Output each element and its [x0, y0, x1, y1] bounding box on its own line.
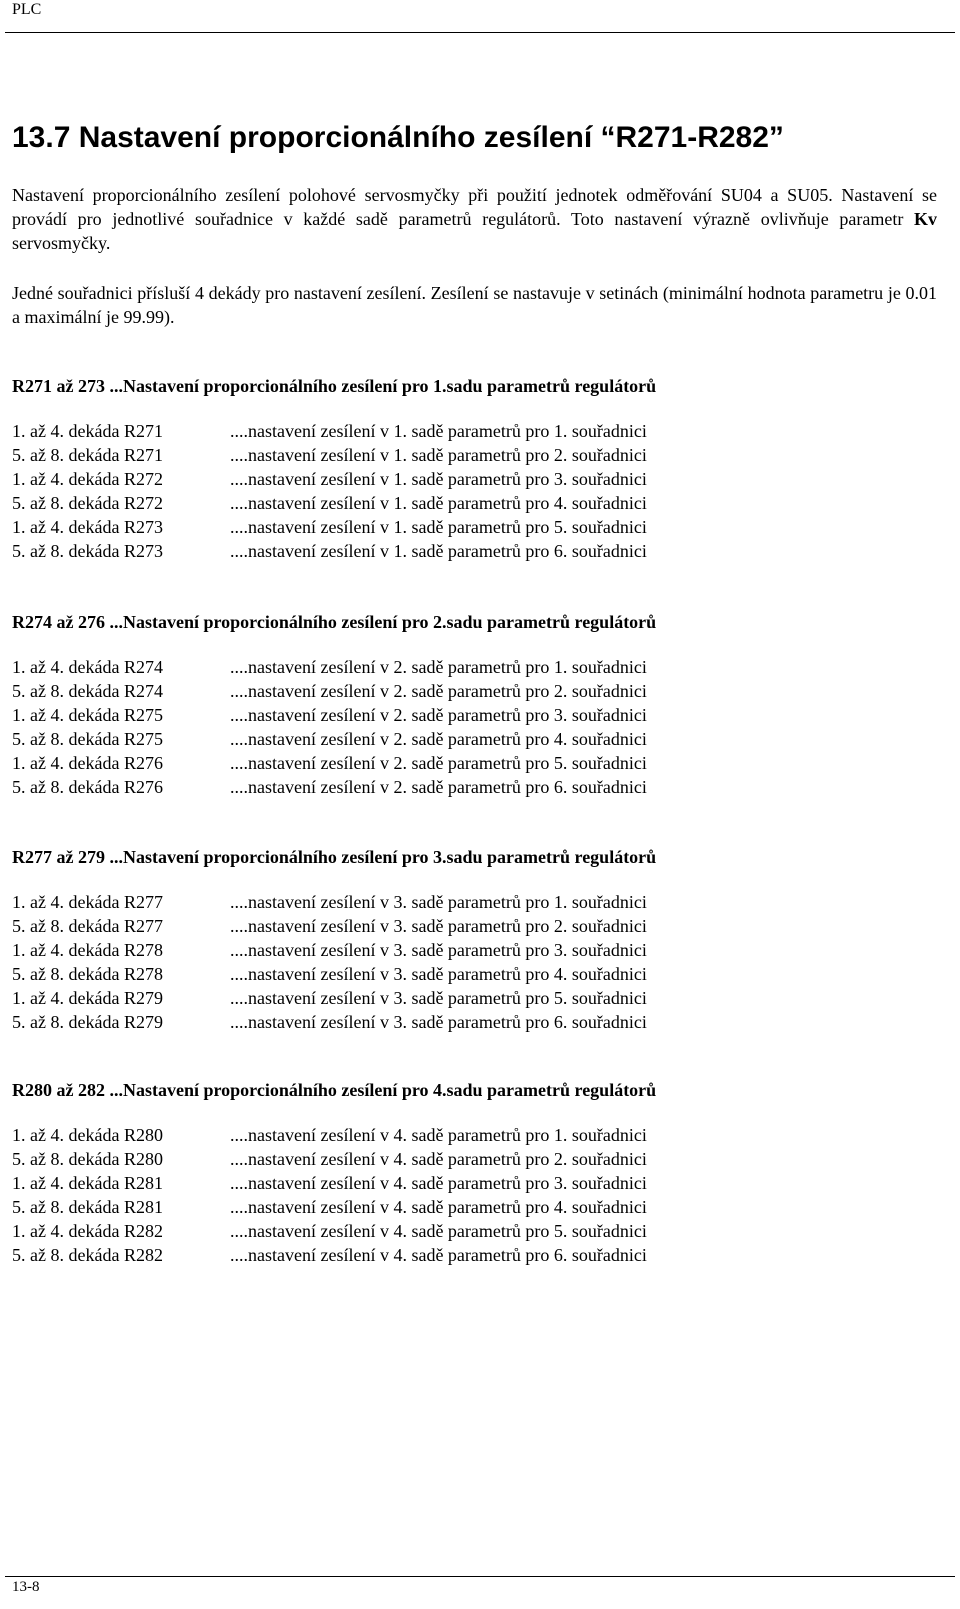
register-description: ....nastavení zesílení v 4. sadě parametrů pro 4. souřadnici	[230, 1197, 647, 1217]
register-description: ....nastavení zesílení v 3. sadě parametrů pro 1. souřadnici	[230, 892, 647, 912]
register-row	[12, 890, 912, 914]
register-description: ....nastavení zesílení v 4. sadě parametrů pro 6. souřadnici	[230, 1245, 647, 1265]
register-decade: 5. až 8. dekáda R282	[12, 1245, 163, 1265]
register-decade: 5. až 8. dekáda R280	[12, 1149, 163, 1169]
register-row	[12, 914, 912, 938]
register-list	[12, 1123, 912, 1267]
register-decade: 5. až 8. dekáda R275	[12, 729, 163, 749]
register-decade: 1. až 4. dekáda R281	[12, 1173, 163, 1193]
register-row	[12, 467, 912, 491]
register-row	[12, 727, 912, 751]
register-row	[12, 655, 912, 679]
register-decade: 5. až 8. dekáda R273	[12, 541, 163, 561]
register-decade: 1. až 4. dekáda R277	[12, 892, 163, 912]
register-section-set-1	[12, 374, 912, 563]
register-decade: 1. až 4. dekáda R282	[12, 1221, 163, 1241]
register-row	[12, 938, 912, 962]
register-decade: 5. až 8. dekáda R279	[12, 1012, 163, 1032]
register-description: ....nastavení zesílení v 4. sadě parametrů pro 3. souřadnici	[230, 1173, 647, 1193]
register-decade: 1. až 4. dekáda R280	[12, 1125, 163, 1145]
header-divider	[5, 32, 955, 33]
register-decade: 5. až 8. dekáda R276	[12, 777, 163, 797]
section-title: R271 až 273 ...Nastavení proporcionálního zesílení pro 1.sadu parametrů regulátorů	[12, 376, 657, 396]
register-description: ....nastavení zesílení v 2. sadě parametrů pro 3. souřadnici	[230, 705, 647, 725]
register-decade: 5. až 8. dekáda R272	[12, 493, 163, 513]
register-row	[12, 515, 912, 539]
footer-divider	[5, 1576, 955, 1577]
register-section-set-4	[12, 1078, 912, 1267]
register-row	[12, 1123, 912, 1147]
register-description: ....nastavení zesílení v 1. sadě parametrů pro 5. souřadnici	[230, 517, 647, 537]
register-decade: 5. až 8. dekáda R274	[12, 681, 163, 701]
intro-paragraph	[12, 183, 937, 255]
register-list	[12, 655, 912, 799]
register-description: ....nastavení zesílení v 2. sadě parametrů pro 4. souřadnici	[230, 729, 647, 749]
register-decade: 1. až 4. dekáda R273	[12, 517, 163, 537]
register-decade: 1. až 4. dekáda R275	[12, 705, 163, 725]
register-description: ....nastavení zesílení v 2. sadě parametrů pro 6. souřadnici	[230, 777, 647, 797]
register-list	[12, 890, 912, 1034]
intro-text-start: Nastavení proporcionálního zesílení polohové servosmyčky při použití jednotek odměřování SU04 a SU05. Nastavení se provádí pro jednotlivé souřadnice v každé sadě parametrů regulátorů. Toto nastavení výrazně ovlivňuje parametr	[12, 185, 937, 229]
register-description: ....nastavení zesílení v 1. sadě parametrů pro 4. souřadnici	[230, 493, 647, 513]
register-description: ....nastavení zesílení v 1. sadě parametrů pro 1. souřadnici	[230, 421, 647, 441]
page-number: 13-8	[12, 1579, 40, 1595]
register-row	[12, 1147, 912, 1171]
register-decade: 1. až 4. dekáda R272	[12, 469, 163, 489]
register-description: ....nastavení zesílení v 3. sadě parametrů pro 2. souřadnici	[230, 916, 647, 936]
register-row	[12, 703, 912, 727]
register-description: ....nastavení zesílení v 2. sadě parametrů pro 5. souřadnici	[230, 753, 647, 773]
register-row	[12, 1243, 912, 1267]
register-description: ....nastavení zesílení v 3. sadě parametrů pro 4. souřadnici	[230, 964, 647, 984]
register-decade: 1. až 4. dekáda R276	[12, 753, 163, 773]
register-row	[12, 1171, 912, 1195]
intro-text-end: servosmyčky.	[12, 233, 111, 253]
register-row	[12, 679, 912, 703]
register-description: ....nastavení zesílení v 4. sadě parametrů pro 1. souřadnici	[230, 1125, 647, 1145]
register-row	[12, 1010, 912, 1034]
register-row	[12, 962, 912, 986]
register-description: ....nastavení zesílení v 2. sadě parametrů pro 1. souřadnici	[230, 657, 647, 677]
register-row	[12, 1219, 912, 1243]
register-row	[12, 986, 912, 1010]
register-row	[12, 751, 912, 775]
register-list	[12, 419, 912, 563]
register-row	[12, 443, 912, 467]
register-description: ....nastavení zesílení v 4. sadě parametrů pro 5. souřadnici	[230, 1221, 647, 1241]
section-title: R277 až 279 ...Nastavení proporcionálního zesílení pro 3.sadu parametrů regulátorů	[12, 847, 657, 867]
decades-paragraph: Jedné souřadnici přísluší 4 dekády pro nastavení zesílení. Zesílení se nastavuje v setinách (minimální hodnota parametru je 0.01 a maximální je 99.99).	[12, 283, 937, 327]
register-description: ....nastavení zesílení v 3. sadě parametrů pro 6. souřadnici	[230, 1012, 647, 1032]
register-decade: 1. až 4. dekáda R278	[12, 940, 163, 960]
register-decade: 5. až 8. dekáda R271	[12, 445, 163, 465]
register-description: ....nastavení zesílení v 4. sadě parametrů pro 2. souřadnici	[230, 1149, 647, 1169]
page-header-label: PLC	[12, 1, 42, 18]
register-decade: 1. až 4. dekáda R279	[12, 988, 163, 1008]
register-row	[12, 775, 912, 799]
register-row	[12, 419, 912, 443]
register-section-set-3	[12, 845, 912, 1034]
register-decade: 5. až 8. dekáda R281	[12, 1197, 163, 1217]
register-row	[12, 491, 912, 515]
section-title: R280 až 282 ...Nastavení proporcionálního zesílení pro 4.sadu parametrů regulátorů	[12, 1080, 657, 1100]
register-description: ....nastavení zesílení v 1. sadě parametrů pro 6. souřadnici	[230, 541, 647, 561]
register-decade: 1. až 4. dekáda R271	[12, 421, 163, 441]
kv-term: Kv	[913, 209, 937, 229]
register-description: ....nastavení zesílení v 1. sadě parametrů pro 3. souřadnici	[230, 469, 647, 489]
register-decade: 5. až 8. dekáda R278	[12, 964, 163, 984]
register-description: ....nastavení zesílení v 2. sadě parametrů pro 2. souřadnici	[230, 681, 647, 701]
register-decade: 5. až 8. dekáda R277	[12, 916, 163, 936]
register-section-set-2	[12, 610, 912, 799]
section-heading: 13.7 Nastavení proporcionálního zesílení “R271-R282”	[12, 121, 784, 154]
register-description: ....nastavení zesílení v 3. sadě parametrů pro 5. souřadnici	[230, 988, 647, 1008]
register-description: ....nastavení zesílení v 3. sadě parametrů pro 3. souřadnici	[230, 940, 647, 960]
section-title: R274 až 276 ...Nastavení proporcionálního zesílení pro 2.sadu parametrů regulátorů	[12, 612, 657, 632]
register-decade: 1. až 4. dekáda R274	[12, 657, 163, 677]
register-row	[12, 1195, 912, 1219]
register-row	[12, 539, 912, 563]
register-description: ....nastavení zesílení v 1. sadě parametrů pro 2. souřadnici	[230, 445, 647, 465]
